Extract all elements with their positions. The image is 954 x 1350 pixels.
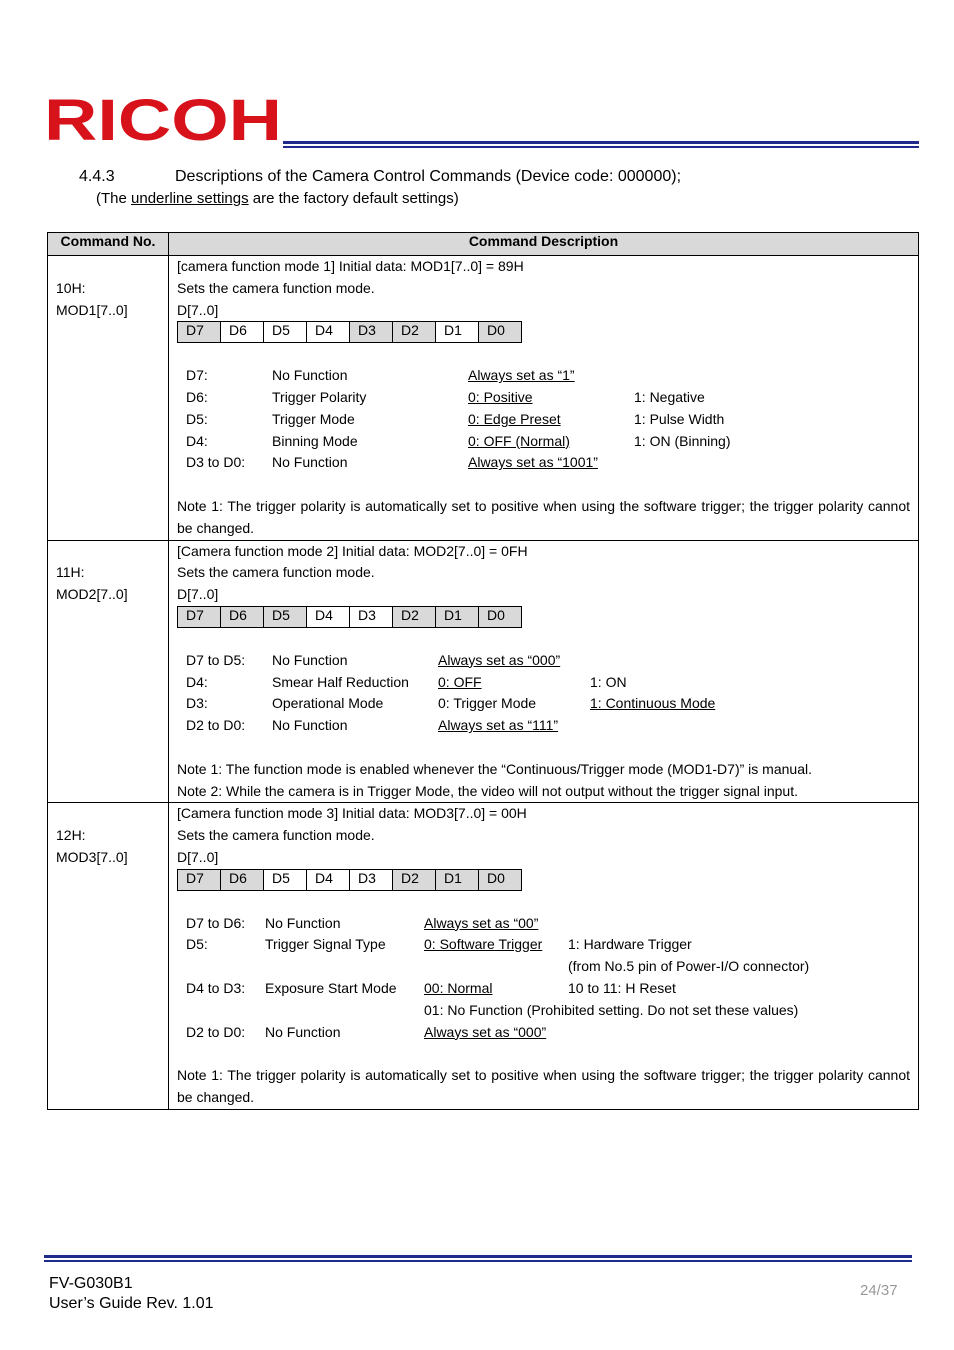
command-code: 12H:	[56, 827, 86, 844]
command-name: MOD1[7..0]	[56, 301, 128, 318]
command-cell	[48, 803, 169, 1109]
command-name: MOD3[7..0]	[56, 848, 128, 865]
bit-table: D7 D6 D5 D4 D3 D2 D1 D0	[177, 869, 522, 891]
setting-row: D7: No Function Always set as “1”	[186, 367, 575, 384]
table-row	[48, 803, 919, 1109]
underline-settings: underline settings	[131, 190, 249, 207]
section-title: Descriptions of the Camera Control Commands (Device code: 000000);	[175, 168, 682, 185]
setting-row: 01: No Function (Prohibited setting. Do not set these values)	[424, 1001, 799, 1018]
page-number: 24/37	[860, 1282, 898, 1299]
setting-row: D3: Operational Mode 0: Trigger Mode 1: Continuous Mode	[186, 695, 716, 712]
note: Note 1: The function mode is enabled whenever the “Continuous/Trigger mode (MOD1-D7)” is manual.	[177, 760, 812, 777]
command-name: MOD2[7..0]	[56, 586, 128, 603]
note: Note 2: While the camera is in Trigger Mode, the video will not output without the trigger signal input.	[177, 782, 798, 799]
setting-row: D7 to D6: No Function Always set as “00”	[186, 914, 539, 931]
command-cell	[48, 540, 169, 803]
description-cell: [Camera function mode 2] Initial data: MOD2[7..0] = 0FH Sets the camera function mode. D[7..0] D7 D6 D5 D4 D3 D2 D1 D0 D7 to D5: No Function Always set as “000” D4: Smear Half Reduction 0: OFF 1: ON D3: Operational Mode 0: Trigger Mode 1: Continuous Mode D2 to D0: No Function Always set as “111” Note 1: The function mode is enabled whenever the “Continuous/Trigger mode (MOD1-D7)” is manual. Note 2: While the camera is in Trigger Mode, the video will not output without the trigger signal input.	[169, 540, 919, 803]
col-command-no: Command No.	[48, 233, 169, 256]
setting-row: D4: Binning Mode 0: OFF (Normal) 1: ON (Binning)	[186, 432, 731, 449]
table-header-row	[48, 233, 919, 256]
header-rule	[283, 141, 919, 144]
ricoh-logo	[44, 94, 284, 144]
description-cell: [camera function mode 1] Initial data: MOD1[7..0] = 89H Sets the camera function mode. D[7..0] D7 D6 D5 D4 D3 D2 D1 D0 D7: No Function Always set as “1” D6: Trigger Polarity 0: Positive 1: Negative D5: Trigger Mode 0: Edge Preset 1: Pulse Width D4: Binning Mode 0: OFF (Normal) 1: ON (Binning) D3 to D0: No Function Always set as “1001” Note 1: The trigger polarity is automatically set to positive when using the software trigger; the trigger polarity cannot be changed.	[169, 256, 919, 541]
bit-table: D7 D6 D5 D4 D3 D2 D1 D0	[177, 321, 522, 343]
command-code: 10H:	[56, 279, 86, 296]
setting-row: D3 to D0: No Function Always set as “1001”	[186, 454, 598, 471]
section-note: (The underline settings are the factory default settings)	[96, 190, 459, 207]
command-cell	[48, 256, 169, 541]
setting-row: D4: Smear Half Reduction 0: OFF 1: ON	[186, 673, 627, 690]
section-heading	[79, 168, 681, 186]
table-row	[48, 256, 919, 541]
svg-text:RICOH: RICOH	[44, 94, 282, 144]
setting-row: D2 to D0: No Function Always set as “111”	[186, 717, 559, 734]
setting-row: (from No.5 pin of Power-I/O connector)	[568, 958, 810, 975]
section-number: 4.4.3	[79, 168, 115, 185]
command-table	[47, 232, 919, 1110]
footer-guide: User’s Guide Rev. 1.01	[49, 1295, 214, 1312]
setting-row: D7 to D5: No Function Always set as “000”	[186, 651, 561, 668]
description-cell: [Camera function mode 3] Initial data: MOD3[7..0] = 00H Sets the camera function mode. D[7..0] D7 D6 D5 D4 D3 D2 D1 D0 D7 to D6: No Function Always set as “00” D5: Trigger Signal Type 0: Software Trigger 1: Hardware Trigger (from No.5 pin of Power-I/O connector) D4 to D3: Exposure Start Mode 00: Normal 10 to 11: H Reset 01: No Function (Prohibited setting. Do not set these values) D2 to D0: No Function Always set as “000” Note 1: The trigger polarity is automatically set to positive when using the software trigger; the trigger polarity cannot be changed.	[169, 803, 919, 1109]
footer-rule	[44, 1255, 912, 1258]
setting-row: D4 to D3: Exposure Start Mode 00: Normal 10 to 11: H Reset	[186, 979, 676, 996]
footer-model: FV-G030B1	[49, 1275, 133, 1292]
footer-rule-thin	[44, 1260, 912, 1262]
command-code: 11H:	[56, 564, 85, 581]
setting-row: D5: Trigger Mode 0: Edge Preset 1: Pulse Width	[186, 410, 725, 427]
setting-row: D5: Trigger Signal Type 0: Software Trigger 1: Hardware Trigger	[186, 936, 692, 953]
col-command-description: Command Description	[169, 233, 919, 256]
bit-table: D7 D6 D5 D4 D3 D2 D1 D0	[177, 606, 522, 628]
table-row	[48, 540, 919, 803]
note: Note 1: The trigger polarity is automatically set to positive when using the software trigger; the trigger polarity cannot be changed.	[177, 497, 910, 536]
setting-row: D2 to D0: No Function Always set as “000”	[186, 1023, 547, 1040]
setting-row: D6: Trigger Polarity 0: Positive 1: Negative	[186, 388, 705, 405]
note: Note 1: The trigger polarity is automatically set to positive when using the software trigger; the trigger polarity cannot be changed.	[177, 1067, 910, 1105]
header-rule-thin	[283, 146, 919, 148]
